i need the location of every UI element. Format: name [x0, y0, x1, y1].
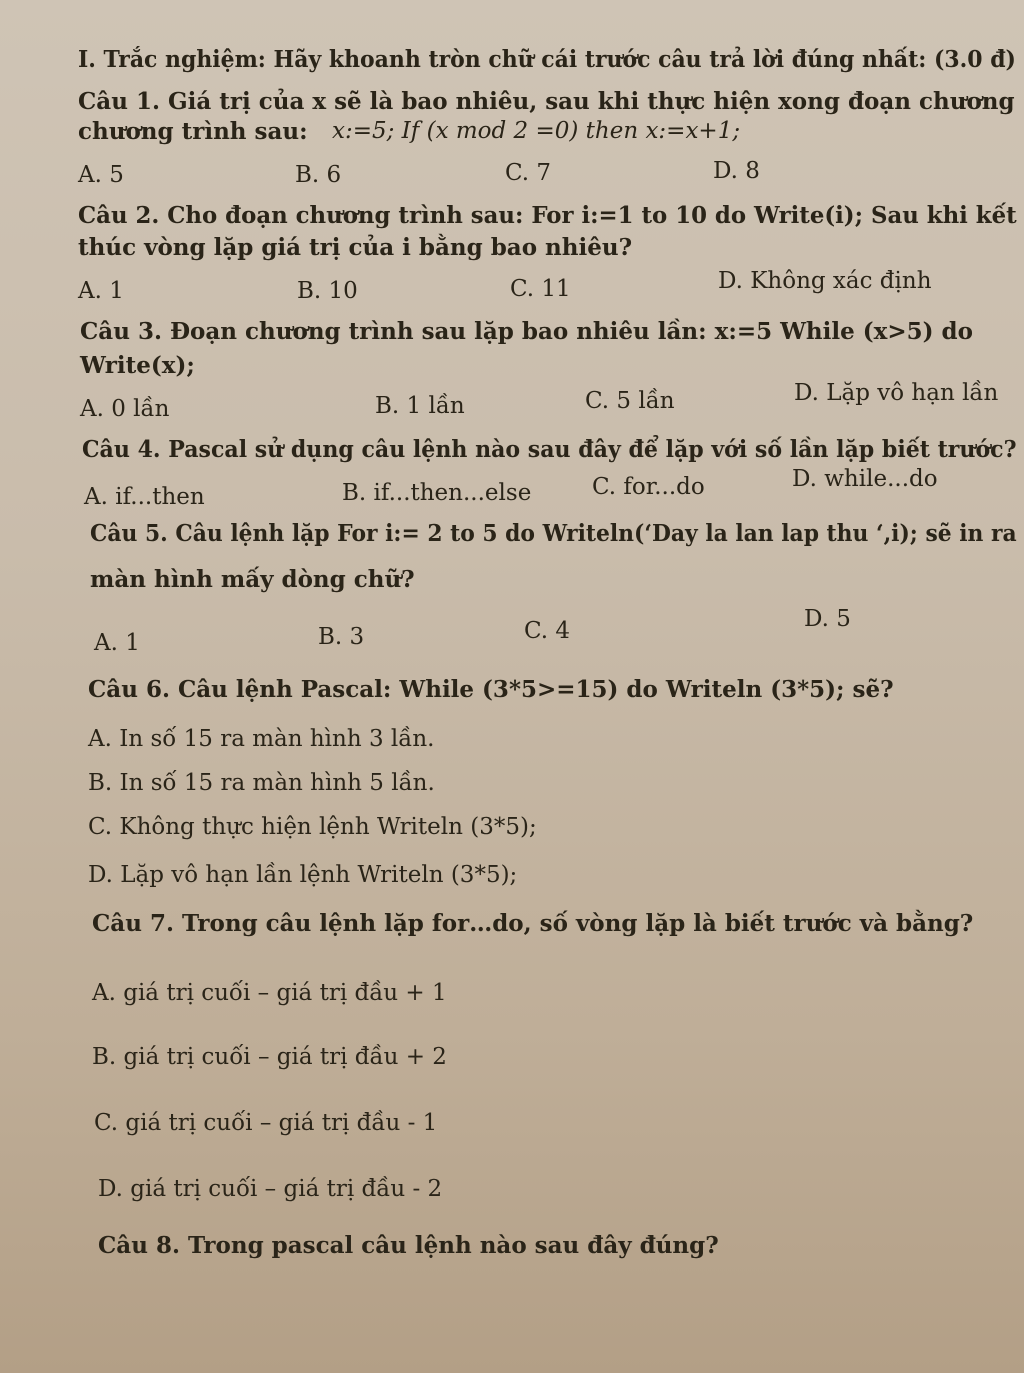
q1-option-b: B. 6	[295, 162, 342, 188]
q3-option-a: A. 0 lần	[80, 396, 170, 422]
q7-text-line1: Câu 7. Trong câu lệnh lặp for…do, số vòng lặp là biết trước và bằng?	[92, 910, 974, 937]
q4-option-b: B. if...then...else	[342, 480, 532, 506]
q6-option-a: A. In số 15 ra màn hình 3 lần.	[88, 726, 435, 752]
q6-option-b: B. In số 15 ra màn hình 5 lần.	[88, 770, 435, 796]
q2-option-a: A. 1	[78, 278, 124, 304]
q7-option-c: C. giá trị cuối – giá trị đầu - 1	[94, 1110, 438, 1136]
q3-text-line1: Câu 3. Đoạn chương trình sau lặp bao nhiêu lần: x:=5 While (x>5) do	[80, 318, 973, 345]
q2-text-line2: thúc vòng lặp giá trị của i bằng bao nhiêu?	[78, 234, 633, 261]
q7-option-b: B. giá trị cuối – giá trị đầu + 2	[92, 1044, 447, 1070]
q5-option-a: A. 1	[94, 630, 140, 656]
q6-option-d: D. Lặp vô hạn lần lệnh Writeln (3*5);	[88, 862, 518, 888]
q1-text-line1: Câu 1. Giá trị của x sẽ là bao nhiêu, sau khi thực hiện xong đoạn chương	[78, 88, 1015, 115]
q6-option-c: C. Không thực hiện lệnh Writeln (3*5);	[88, 814, 537, 840]
q1-text-line2: chương trình sau:	[78, 118, 308, 145]
q8-text-line1: Câu 8. Trong pascal câu lệnh nào sau đây đúng?	[98, 1232, 719, 1259]
q2-text-line1: Câu 2. Cho đoạn chương trình sau: For i:=1 to 10 do Write(i); Sau khi kết	[78, 202, 1017, 229]
q7-option-a: A. giá trị cuối – giá trị đầu + 1	[92, 980, 447, 1006]
q4-text-line1: Câu 4. Pascal sử dụng câu lệnh nào sau đây để lặp với số lần lặp biết trước?	[82, 436, 1017, 463]
q5-text-line1: Câu 5. Câu lệnh lặp For i:= 2 to 5 do Writeln(‘Day la lan lap thu ‘,i); sẽ in ra	[90, 520, 1017, 547]
q2-option-c: C. 11	[510, 276, 571, 302]
q5-option-b: B. 3	[318, 624, 365, 650]
q2-option-b: B. 10	[297, 278, 358, 304]
q1-option-d: D. 8	[713, 158, 760, 184]
q4-option-d: D. while...do	[792, 466, 938, 492]
q1-option-c: C. 7	[505, 160, 552, 186]
q5-option-c: C. 4	[524, 618, 571, 644]
section-title: I. Trắc nghiệm: Hãy khoanh tròn chữ cái trước câu trả lời đúng nhất: (3.0 đ)	[78, 46, 1016, 73]
q4-option-a: A. if...then	[84, 484, 205, 510]
q5-option-d: D. 5	[804, 606, 851, 632]
q3-option-c: C. 5 lần	[585, 388, 675, 414]
q1-option-a: A. 5	[78, 162, 124, 188]
q5-text-line2: màn hình mấy dòng chữ?	[90, 566, 415, 593]
q3-option-d: D. Lặp vô hạn lần	[794, 380, 999, 406]
q3-text-line2: Write(x);	[80, 352, 195, 379]
q6-text-line1: Câu 6. Câu lệnh Pascal: While (3*5>=15) do Writeln (3*5); sẽ?	[88, 676, 894, 703]
q2-option-d: D. Không xác định	[718, 268, 932, 294]
q1-code: x:=5; If (x mod 2 =0) then x:=x+1;	[332, 118, 741, 144]
q7-option-d: D. giá trị cuối – giá trị đầu - 2	[98, 1176, 443, 1202]
q3-option-b: B. 1 lần	[375, 393, 465, 419]
q4-option-c: C. for...do	[592, 474, 705, 500]
